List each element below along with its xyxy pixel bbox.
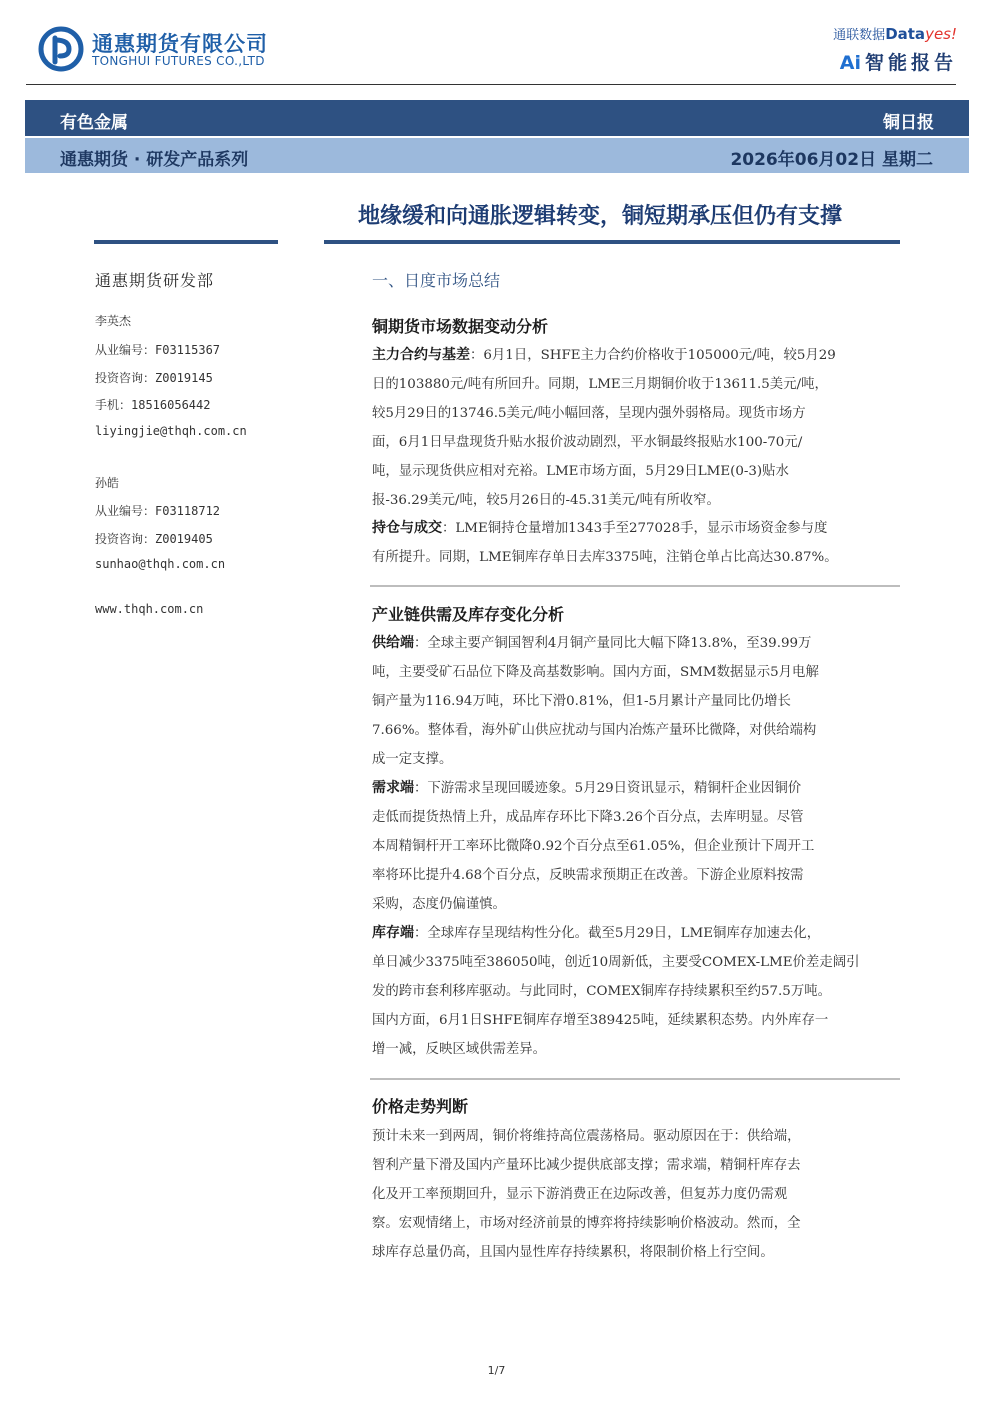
page-number: 1/7: [487, 1364, 506, 1377]
ai-report-text: 智能报告: [864, 52, 957, 74]
paragraph-label: 库存端: [372, 925, 414, 941]
analyst-phone: 手机：18516056442: [95, 398, 211, 412]
series-label: 通惠期货 · 研发产品系列: [60, 150, 249, 170]
paragraph-inventory: 库存端：全球库存呈现结构性分化。截至5月29日，LME铜库存加速去化， 单日减少3375吨至386050吨，创近10周新低，主要受COMEX-LME价差走阔引 发的跨市套利移库驱动。与此同时，COMEX铜库存持续累积至约57.5万吨。 国内方面，6月1日SHFE铜库存增至389425吨，延续累积态势。内外库存一 增一减，反映区域供需差异。: [372, 925, 860, 1057]
paragraph-demand: 需求端：下游需求呈现回暖迹象。5月29日资讯显示，精铜杆企业因铜价 走低而提货热情上升，成品库存环比下降3.26个百分点，去库明显。尽管 本周精铜杆开工率环比微降0.92个百分点至61.05%，但企业预计下周开工 率将环比提升4.68个百分点，反映需求预期正在改善。下游企业原料按需 采购，态度仍偏谨慎。: [372, 780, 815, 912]
header-divider: [26, 84, 956, 85]
analyst-name: 李英杰: [95, 314, 132, 328]
section-heading: 一、日度市场总结: [372, 271, 501, 290]
paragraph-positions: 持仓与成交：LME铜持仓量增加1343手至277028手，显示市场资金参与度 有所提升。同期，LME铜库存单日去库3375吨，注销仓单占比高达30.87%。: [372, 520, 838, 565]
ai-mark: Ai: [839, 52, 861, 74]
subsection-heading: 铜期货市场数据变动分析: [372, 317, 549, 336]
paragraph-main-contract: 主力合约与基差：6月1日，SHFE主力合约价格收于105000元/吨，较5月29 日的103880元/吨有所回升。同期，LME三月期铜价收于13611.5美元/吨， 较5月29日的13746.5美元/吨小幅回落，呈现内强外弱格局。现货市场方 面，6月1日早盘现货升贴水报价波动剧烈，平水铜最终报贴水100-70元/ 吨，显示现货供应相对充裕。LME市场方面，5月29日LME(0-3)贴水 报-36.29美元/吨，较5月26日的-45.31美元/吨有所收窄。: [372, 347, 836, 508]
report-type-label: 铜日报: [883, 113, 934, 133]
analyst-email[interactable]: sunhao@thqh.com.cn: [95, 557, 226, 571]
category-bar: [25, 100, 969, 136]
paragraph-label: 需求端: [372, 780, 414, 796]
section-divider: [370, 1078, 900, 1080]
paragraph-supply: 供给端：全球主要产铜国智利4月铜产量同比大幅下降13.8%，至39.99万 吨，主要受矿石品位下降及高基数影响。国内方面，SMM数据显示5月电解 铜产量为116.94万吨，环比下滑0.81%，但1-5月累计产量同比仍增长 7.66%。整体看，海外矿山供应扰动与国内冶炼产量环比微降，对供给端构 成一定支撑。: [372, 635, 819, 767]
sidebar-rule: [94, 240, 278, 244]
category-label: 有色金属: [60, 113, 128, 133]
report-date: 2026年06月02日 星期二: [730, 150, 933, 170]
datayes-yes: yes!: [925, 25, 957, 43]
company-logo-icon: [38, 26, 84, 72]
paragraph-label: 供给端: [372, 635, 414, 651]
datayes-prefix: 通联数据: [833, 28, 886, 43]
subsection-heading: 产业链供需及库存变化分析: [372, 605, 565, 624]
title-rule: [324, 240, 900, 244]
analyst-cert-number: 从业编号：F03118712: [95, 504, 221, 518]
company-name-cn: 通惠期货有限公司: [92, 32, 268, 56]
subsection-heading: 价格走势判断: [372, 1097, 469, 1116]
paragraph-label: 主力合约与基差: [372, 347, 470, 363]
paragraph-label: 持仓与成交: [372, 520, 442, 536]
datayes-logo: [833, 24, 957, 43]
datayes-data: Data: [885, 25, 926, 43]
analyst-email[interactable]: liyingjie@thqh.com.cn: [95, 424, 247, 438]
department-name: 通惠期货研发部: [95, 271, 215, 290]
paragraph-price-outlook: 预计未来一到两周，铜价将维持高位震荡格局。驱动原因在于：供给端， 智利产量下滑及国内产量环比减少提供底部支撑；需求端，精铜杆库存去 化及开工率预期回升，显示下游消费正在边际改善，但复苏力度仍需观 察。宏观情绪上，市场对经济前景的博弈将持续影响价格波动。然而，全 球库存总量仍高，且国内显性库存持续累积，将限制价格上行空间。: [372, 1129, 801, 1260]
analyst-cert-number: 从业编号：F03115367: [95, 343, 221, 357]
analyst-name: 孙皓: [95, 476, 120, 490]
section-divider: [370, 585, 900, 587]
series-bar: [25, 138, 969, 173]
analyst-consult-number: 投资咨询：Z0019405: [95, 532, 213, 546]
company-name-en: TONGHUI FUTURES CO.,LTD: [92, 54, 265, 68]
report-title: 地缘缓和向通胀逻辑转变，铜短期承压但仍有支撑: [357, 204, 842, 229]
ai-report-label: [840, 48, 957, 75]
website-link[interactable]: www.thqh.com.cn: [95, 602, 204, 616]
analyst-consult-number: 投资咨询：Z0019145: [95, 371, 213, 385]
